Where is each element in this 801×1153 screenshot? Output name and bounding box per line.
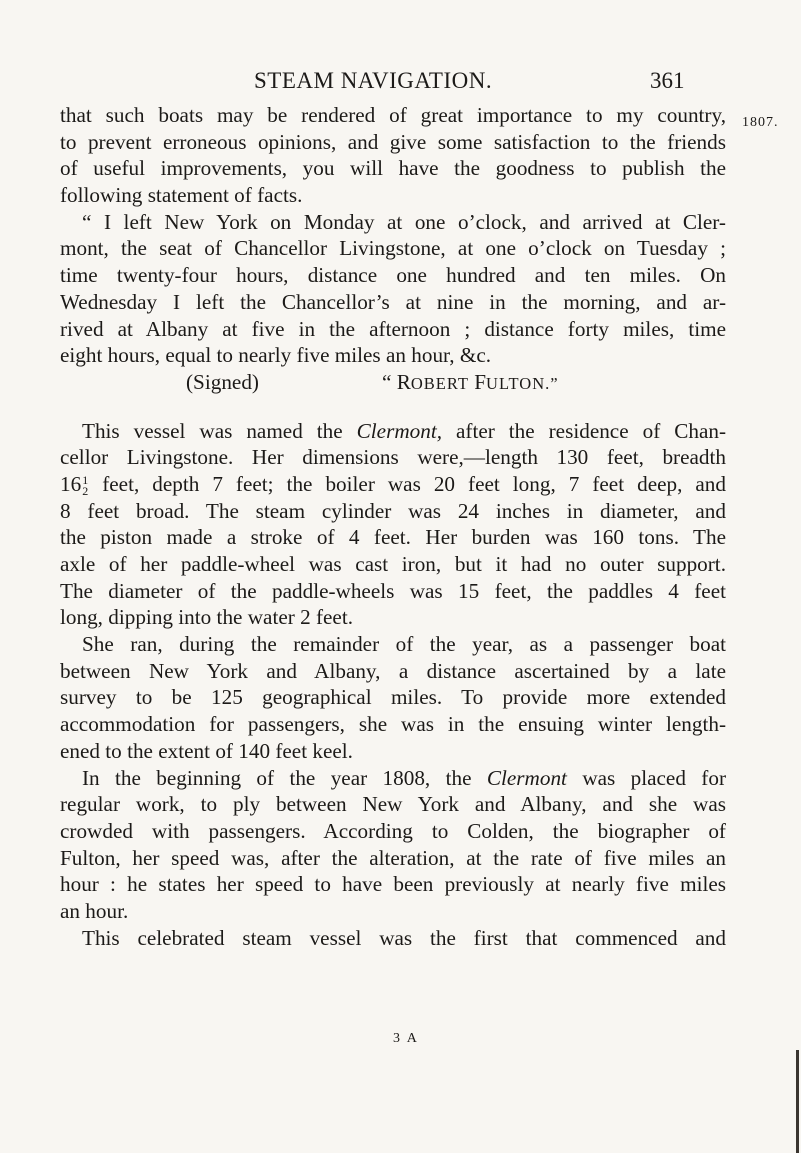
letter-paragraph: [60, 102, 726, 396]
printer-signature-mark: 3 A: [393, 1031, 419, 1046]
text-line: long, dipping into the water 2 feet.: [60, 605, 354, 630]
first-name-rest: OBERT: [410, 373, 469, 393]
page-header: [0, 68, 801, 98]
text-line: ened to the extent of 140 feet keel.: [60, 738, 353, 763]
text-line: survey to be 125 geographical miles. To provide more extended: [60, 685, 726, 710]
last-initial: F: [474, 369, 487, 394]
margin-year-note: 1807.: [742, 115, 779, 130]
text-line: of useful improvements, you will have the goodness to publish the: [60, 156, 726, 181]
text-line: rived at Albany at five in the afternoon ; distance forty miles, time: [60, 316, 726, 341]
text-line: She ran, during the remainder of the year, as a passenger boat: [82, 632, 726, 657]
text-line: Wednesday I left the Chancellor’s at nine in the morning, and ar-: [60, 289, 726, 314]
vessel-name: Clermont,: [356, 418, 442, 443]
route-paragraph: [60, 631, 726, 764]
text-line: In the beginning of the year 1808, the Clermont was placed for: [82, 765, 727, 790]
text-line: accommodation for passengers, she was in the ensuing winter length-: [60, 712, 726, 737]
text-line: 161 2 feet, depth 7 feet; the boiler was 20 feet long, 7 feet deep, and: [60, 471, 726, 499]
text-line: that such boats may be rendered of great importance to my country,: [60, 103, 726, 127]
text-line: The diameter of the paddle-wheels was 15 feet, the paddles 4 feet: [60, 578, 726, 603]
text-line: the piston made a stroke of 4 feet. Her burden was 160 tons. The: [60, 525, 726, 550]
text-line: time twenty-four hours, distance one hundred and ten miles. On: [60, 263, 726, 288]
text-line: between New York and Albany, a distance ascertained by a late: [60, 658, 726, 683]
text-line: regular work, to ply between New York and Albany, and she was: [60, 792, 726, 817]
last-name-rest: ULTON.”: [486, 373, 559, 393]
signature-line: [60, 369, 726, 396]
open-quote: “: [382, 369, 397, 394]
speed-paragraph: [60, 765, 726, 925]
text-line: “ I left New York on Monday at one o’clock, and arrived at Cler-: [82, 209, 726, 234]
text-line: hour : he states her speed to have been previously at nearly five miles: [60, 872, 726, 897]
text-line: an hour.: [60, 898, 129, 923]
page-edge-shadow: [796, 1050, 799, 1153]
text-line: This vessel was named the Clermont, after the residence of Chan-: [82, 418, 727, 443]
fraction-half: 1 2: [82, 473, 89, 499]
signed-label: (Signed): [186, 369, 259, 394]
page-number: 361: [650, 68, 685, 93]
running-title: STEAM NAVIGATION.: [254, 68, 493, 93]
text-line: cellor Livingstone. Her dimensions were,—length 130 feet, breadth: [60, 445, 726, 470]
closing-paragraph: [60, 925, 726, 952]
signer-name: [382, 369, 559, 398]
text-line: 8 feet broad. The steam cylinder was 24 inches in diameter, and: [60, 498, 726, 523]
text-line: eight hours, equal to nearly five miles an hour, &c.: [60, 343, 492, 368]
vessel-name: Clermont: [486, 765, 567, 790]
text-line: axle of her paddle-wheel was cast iron, but it had no outer support.: [60, 552, 726, 576]
first-initial: R: [396, 369, 411, 394]
text-line: to prevent erroneous opinions, and give some satisfaction to the friends: [60, 129, 726, 154]
dimensions-paragraph: [60, 418, 726, 632]
text-line: This celebrated steam vessel was the first that commenced and: [82, 925, 726, 950]
body-text: [60, 102, 726, 951]
text-line: mont, the seat of Chancellor Livingstone, at one o’clock on Tuesday ;: [60, 236, 726, 261]
text-line: crowded with passengers. According to Colden, the biographer of: [60, 818, 726, 843]
text-line: following statement of facts.: [60, 183, 303, 208]
text-line: Fulton, her speed was, after the alteration, at the rate of five miles an: [60, 845, 726, 870]
